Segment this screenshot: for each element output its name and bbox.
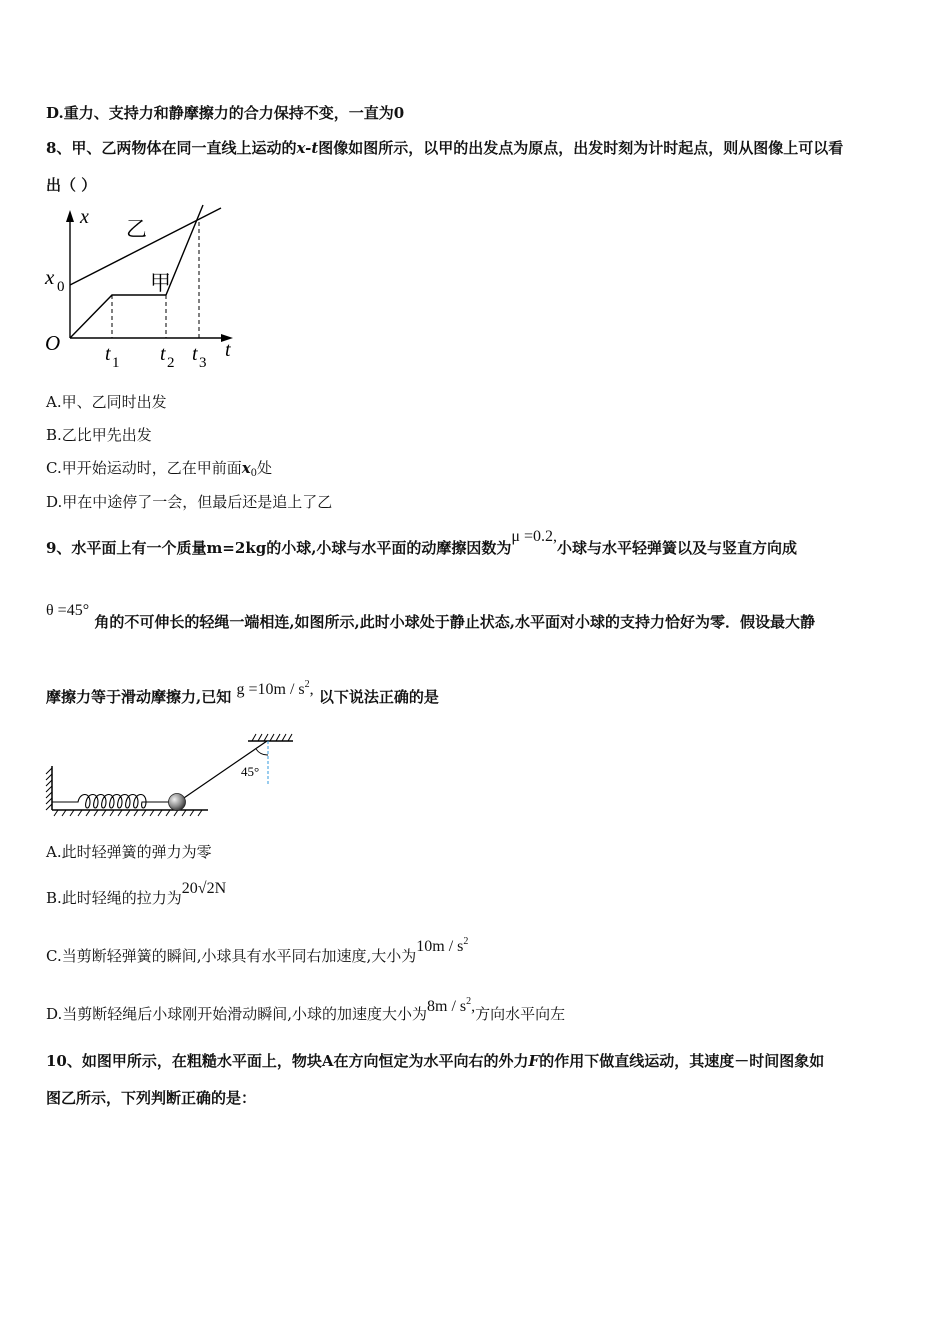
q9-spring-diagram [40,728,305,823]
q10-stem-part2: 在方向恒定为水平向右的外力 [333,1052,529,1070]
q9-mu-formula: μ =0.2, [511,528,558,545]
q9-left-wall-hatch [46,768,52,810]
q8-option-c-var: x [241,459,251,477]
q8-option-c-post: 处 [257,459,273,477]
q8-yi-label: 乙 [126,217,147,241]
q9-option-b [46,880,227,908]
q9-angle-label: 45° [241,764,260,779]
q8-t2-sub: 2 [167,355,175,371]
q8-x0-label: x [45,265,55,289]
q9-option-d-formula: 8m / s [427,998,467,1015]
q9-option-c [46,936,469,966]
q8-option-d: D.甲在中途停了一会，但最后还是追上了乙 [46,493,333,511]
q9-option-d-text: D.当剪断轻绳后小球刚开始滑动瞬间,小球的加速度大小为 [46,1005,428,1023]
q8-option-c-pre: C.甲开始运动时，乙在甲前面 [46,459,242,477]
q8-option-a: A.甲、乙同时出发 [46,393,167,411]
q9-option-c-formula-wrap [416,938,468,955]
q7-option-d: D.重力、支持力和静摩擦力的合力保持不变，一直为0 [46,104,405,122]
q9-option-b-text: B.此时轻绳的拉力为 [46,889,182,907]
q8-axis-x-label: t [225,339,231,361]
q9-stem-part2: 小球与水平轻弹簧以及与竖直方向成 [557,539,798,557]
q9-option-a: A.此时轻弹簧的弹力为零 [46,843,212,861]
q8-stem-line2: 出（ ） [46,176,97,194]
q9-option-b-formula: 20√2N [181,880,227,897]
q8-stem [46,137,843,158]
q8-origin-label: O [45,331,61,355]
q9-stem-part3: 角的不可伸长的轻绳一端相连,如图所示,此时小球处于静止状态,水平面对小球的支持力恰好为零．假设最大静 [94,613,815,631]
q9-spring [52,795,170,809]
q9-g-formula: g =10m / s [236,681,305,698]
q9-floor-hatch [54,810,202,816]
q8-option-c [46,457,272,478]
q9-option-d-tail: , [471,998,476,1015]
q8-stem-part2: 图像如图所示，以甲的出发点为原点，出发时刻为计时起点，则从图像上可以看 [318,139,844,157]
q8-t1-sub: 1 [112,355,120,371]
q10-stem-part1: 10、如图甲所示，在粗糙水平面上，物块 [46,1052,322,1070]
q8-t2-label: t [160,343,166,365]
q10-stem-part3: 的作用下做直线运动，其速度－时间图象如 [539,1052,825,1070]
q9-g-exp: 2 [304,679,310,690]
q8-x0-sub: 0 [57,279,65,295]
q8-stem-part1: 8、甲、乙两物体在同一直线上运动的 [46,139,297,157]
q9-g-formula-wrap [236,681,313,698]
q10-stem-line1 [46,1050,824,1071]
q9-stem-line1 [46,528,798,558]
q8-y-arrow [66,210,74,222]
q9-g-tail: , [309,681,314,698]
q10-stem-a: A [321,1052,334,1070]
q8-option-c-sub: 0 [250,468,258,479]
q8-t3-sub: 3 [199,355,207,371]
q9-option-d-formula-wrap [427,998,475,1015]
q9-stem-part1: 9、水平面上有一个质量m=2kg的小球,小球与水平面的动摩擦因数为 [46,539,512,557]
q9-stem-line2 [46,602,815,632]
q10-stem-line2: 图乙所示，下列判断正确的是： [46,1089,257,1107]
q9-option-d [46,996,566,1024]
q8-option-b: B.乙比甲先出发 [46,426,152,444]
q9-angle-arc [256,749,268,755]
q10-stem-f: F [528,1052,540,1070]
q8-t1-label: t [105,343,111,365]
q9-stem-part4: 摩擦力等于滑动摩擦力,已知 [46,688,232,706]
q9-option-d-post: 方向水平向左 [475,1005,566,1023]
q9-option-c-exp: 2 [463,936,469,947]
q8-t3-label: t [192,343,198,365]
q8-xt-graph [40,200,250,380]
q9-stem-line3 [46,679,439,707]
q9-option-c-formula: 10m / s [416,938,464,955]
q9-theta-formula: θ =45° [46,602,90,619]
q8-stem-var: x-t [296,139,319,157]
q9-ball [169,794,186,811]
q9-ceiling-hatch [252,734,292,741]
q8-jia-label: 甲 [150,271,171,295]
q9-option-d-exp: 2 [466,996,472,1007]
q9-stem-part5: 以下说法正确的是 [318,688,439,706]
q8-axis-y-label: x [80,206,89,228]
q9-option-c-text: C.当剪断轻弹簧的瞬间,小球具有水平同右加速度,大小为 [46,947,417,965]
